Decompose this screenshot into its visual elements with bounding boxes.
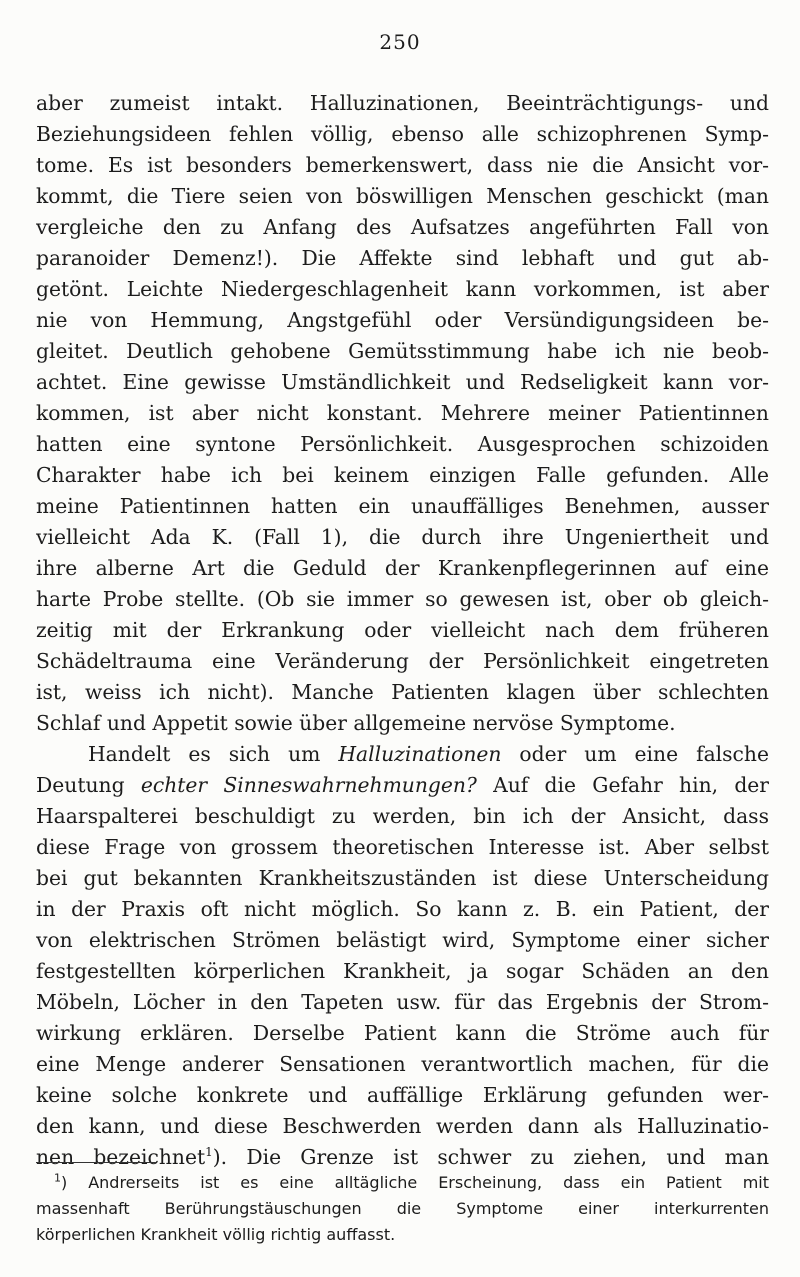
text-segment: diese Frage von grossem theoretischen Interesse ist. Aber selbst xyxy=(36,835,769,859)
text-segment: oder um eine falsche xyxy=(501,742,769,766)
text-line xyxy=(36,305,769,336)
footnote-text: ) Andrerseits ist es eine alltägliche Erscheinung, dass ein Patient mit xyxy=(61,1173,769,1192)
text-segment: bei gut bekannten Krankheitszuständen ist diese Unterscheidung xyxy=(36,866,769,890)
text-line xyxy=(36,584,769,615)
text-line xyxy=(36,429,769,460)
text-segment: eine Menge anderer Sensationen verantwortlich machen, für die xyxy=(36,1052,769,1076)
text-segment: Schlaf und Appetit sowie über allgemeine nervöse Symptome. xyxy=(36,711,676,735)
text-segment: tome. Es ist besonders bemerkenswert, dass nie die Ansicht vor- xyxy=(36,153,769,177)
text-segment: wirkung erklären. Derselbe Patient kann die Ströme auch für xyxy=(36,1021,769,1045)
footnote-reference[interactable]: 1 xyxy=(205,1145,213,1160)
text-line xyxy=(36,243,769,274)
text-line xyxy=(36,150,769,181)
text-line xyxy=(36,646,769,677)
text-segment: Handelt es sich um xyxy=(88,742,339,766)
text-line xyxy=(36,274,769,305)
text-line xyxy=(36,1111,769,1142)
page-number: 250 xyxy=(379,30,421,54)
text-line xyxy=(36,708,769,739)
body-text xyxy=(36,88,769,1173)
text-line xyxy=(36,553,769,584)
text-line xyxy=(36,398,769,429)
text-line xyxy=(36,1142,769,1173)
text-line xyxy=(36,1018,769,1049)
text-line xyxy=(36,491,769,522)
text-segment: achtet. Eine gewisse Umständlichkeit und Redseligkeit kann vor- xyxy=(36,370,769,394)
text-line xyxy=(36,832,769,863)
text-segment: in der Praxis oft nicht möglich. So kann z. B. ein Patient, der xyxy=(36,897,769,921)
italic-text: Halluzinationen xyxy=(338,742,502,766)
text-line xyxy=(36,956,769,987)
text-segment: Charakter habe ich bei keinem einzigen Falle gefunden. Alle xyxy=(36,463,769,487)
text-segment: ihre alberne Art die Geduld der Krankenpflegerinnen auf eine xyxy=(36,556,769,580)
text-segment: Schädeltrauma eine Veränderung der Persönlichkeit eingetreten xyxy=(36,649,769,673)
text-segment: den kann, und diese Beschwerden werden dann als Halluzinatio- xyxy=(36,1114,769,1138)
text-segment: meine Patientinnen hatten ein unauffälliges Benehmen, ausser xyxy=(36,494,769,518)
text-line xyxy=(36,119,769,150)
text-line xyxy=(36,88,769,119)
text-line xyxy=(36,367,769,398)
text-line xyxy=(36,863,769,894)
text-segment: nie von Hemmung, Angstgefühl oder Versündigungsideen be- xyxy=(36,308,769,332)
text-segment: festgestellten körperlichen Krankheit, ja sogar Schäden an den xyxy=(36,959,769,983)
text-line xyxy=(36,460,769,491)
footnote-marker: 1 xyxy=(54,1171,61,1185)
text-segment: zeitig mit der Erkrankung oder vielleicht nach dem früheren xyxy=(36,618,769,642)
text-line xyxy=(36,1049,769,1080)
text-line xyxy=(36,770,769,801)
text-line xyxy=(36,1080,769,1111)
footnote-text: massenhaft Berührungstäuschungen die Symptome einer interkurrenten xyxy=(36,1199,769,1218)
text-segment: harte Probe stellte. (Ob sie immer so gewesen ist, ober ob gleich- xyxy=(36,587,769,611)
text-line xyxy=(36,894,769,925)
text-segment: vielleicht Ada K. (Fall 1), die durch ihre Ungeniertheit und xyxy=(36,525,769,549)
text-segment: vergleiche den zu Anfang des Aufsatzes angeführten Fall von xyxy=(36,215,769,239)
text-segment: aber zumeist intakt. Halluzinationen, Beeinträchtigungs- und xyxy=(36,91,769,115)
text-segment: getönt. Leichte Niedergeschlagenheit kann vorkommen, ist aber xyxy=(36,277,769,301)
text-segment: keine solche konkrete und auffällige Erklärung gefunden wer- xyxy=(36,1083,769,1107)
text-segment: gleitet. Deutlich gehobene Gemütsstimmung habe ich nie beob- xyxy=(36,339,769,363)
text-segment: paranoider Demenz!). Die Affekte sind lebhaft und gut ab- xyxy=(36,246,769,270)
text-segment: Möbeln, Löcher in den Tapeten usw. für das Ergebnis der Strom- xyxy=(36,990,769,1014)
footnote-line xyxy=(36,1170,769,1196)
text-segment: kommen, ist aber nicht konstant. Mehrere meiner Patientinnen xyxy=(36,401,769,425)
text-segment: von elektrischen Strömen belästigt wird, Symptome einer sicher xyxy=(36,928,769,952)
footnote xyxy=(36,1170,769,1248)
text-line xyxy=(36,212,769,243)
text-line xyxy=(36,615,769,646)
text-segment: nen bezeichnet xyxy=(36,1145,206,1169)
text-segment: Auf die Gefahr hin, der xyxy=(476,773,769,797)
footnote-divider xyxy=(36,1162,156,1163)
text-line xyxy=(36,677,769,708)
text-segment: hatten eine syntone Persönlichkeit. Ausgesprochen schizoiden xyxy=(36,432,769,456)
text-line xyxy=(36,987,769,1018)
text-line xyxy=(36,801,769,832)
text-line xyxy=(36,181,769,212)
footnote-text: körperlichen Krankheit völlig richtig auffasst. xyxy=(36,1225,396,1244)
italic-text: echter Sinneswahrnehmungen? xyxy=(140,773,477,797)
text-segment: Beziehungsideen fehlen völlig, ebenso alle schizophrenen Symp- xyxy=(36,122,769,146)
footnote-line xyxy=(36,1196,769,1222)
text-segment: kommt, die Tiere seien von böswilligen Menschen geschickt (man xyxy=(36,184,769,208)
text-line xyxy=(36,739,769,770)
text-line xyxy=(36,925,769,956)
text-line xyxy=(36,336,769,367)
text-segment: Deutung xyxy=(36,773,141,797)
footnote-line xyxy=(36,1222,769,1248)
text-line xyxy=(36,522,769,553)
text-segment: ). Die Grenze ist schwer zu ziehen, und man xyxy=(212,1145,769,1169)
text-segment: Haarspalterei beschuldigt zu werden, bin ich der Ansicht, dass xyxy=(36,804,769,828)
text-segment: ist, weiss ich nicht). Manche Patienten klagen über schlechten xyxy=(36,680,769,704)
